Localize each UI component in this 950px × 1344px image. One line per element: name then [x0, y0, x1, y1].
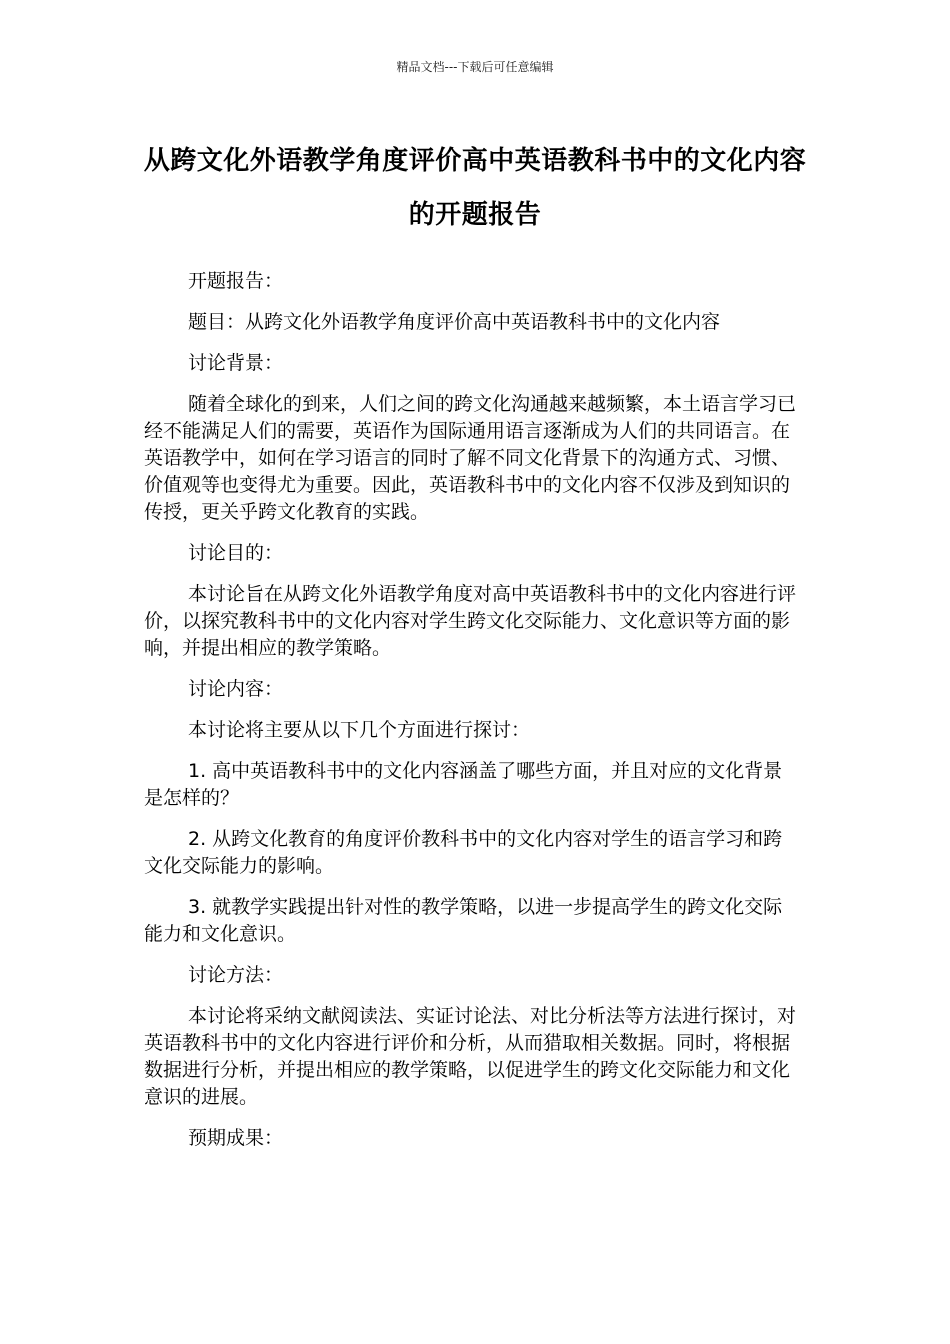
section-heading-background: 讨论背景： [188, 352, 284, 374]
content-intro: 本讨论将主要从以下几个方面进行探讨： [188, 719, 531, 741]
section-heading-method: 讨论方法： [188, 964, 284, 986]
content-item-2: 2. 从跨文化教育的角度评价教科书中的文化内容对学生的语言学习和跨文化交际能力的影响。 [144, 828, 783, 877]
topic-line: 题目：从跨文化外语教学角度评价高中英语教科书中的文化内容 [188, 311, 721, 333]
content-item-3: 3. 就教学实践提出针对性的教学策略，以进一步提高学生的跨文化交际能力和文化意识。 [144, 896, 783, 945]
header-note: 精品文档---下载后可任意编辑 [396, 60, 554, 74]
background-paragraph: 随着全球化的到来，人们之间的跨文化沟通越来越频繁，本土语言学习已经不能满足人们的需要，英语作为国际通用语言逐渐成为人们的共同语言。在英语教学中，如何在学习语言的同时了解不同文化背景下的沟通方式、习惯、价值观等也变得尤为重要。因此，英语教科书中的文化内容不仅涉及到知识的传授，更关乎跨文化教育的实践。 [144, 393, 797, 523]
document-body [144, 268, 798, 1166]
document-title: 从跨文化外语教学角度评价高中英语教科书中的文化内容的开题报告 [143, 146, 807, 230]
section-heading-purpose: 讨论目的： [188, 542, 284, 564]
section-heading-content: 讨论内容： [188, 678, 284, 700]
purpose-paragraph: 本讨论旨在从跨文化外语教学角度对高中英语教科书中的文化内容进行评价，以探究教科书中的文化内容对学生跨文化交际能力、文化意识等方面的影响，并提出相应的教学策略。 [144, 583, 797, 659]
method-paragraph: 本讨论将采纳文献阅读法、实证讨论法、对比分析法等方法进行探讨，对英语教科书中的文化内容进行评价和分析，从而猎取相关数据。同时，将根据数据进行分析，并提出相应的教学策略，以促进学生的跨文化交际能力和文化意识的进展。 [144, 1005, 797, 1108]
content-item-1: 1. 高中英语教科书中的文化内容涵盖了哪些方面，并且对应的文化背景是怎样的？ [144, 760, 783, 809]
section-heading-outcome: 预期成果： [188, 1127, 284, 1149]
section-label-report: 开题报告： [188, 270, 284, 292]
